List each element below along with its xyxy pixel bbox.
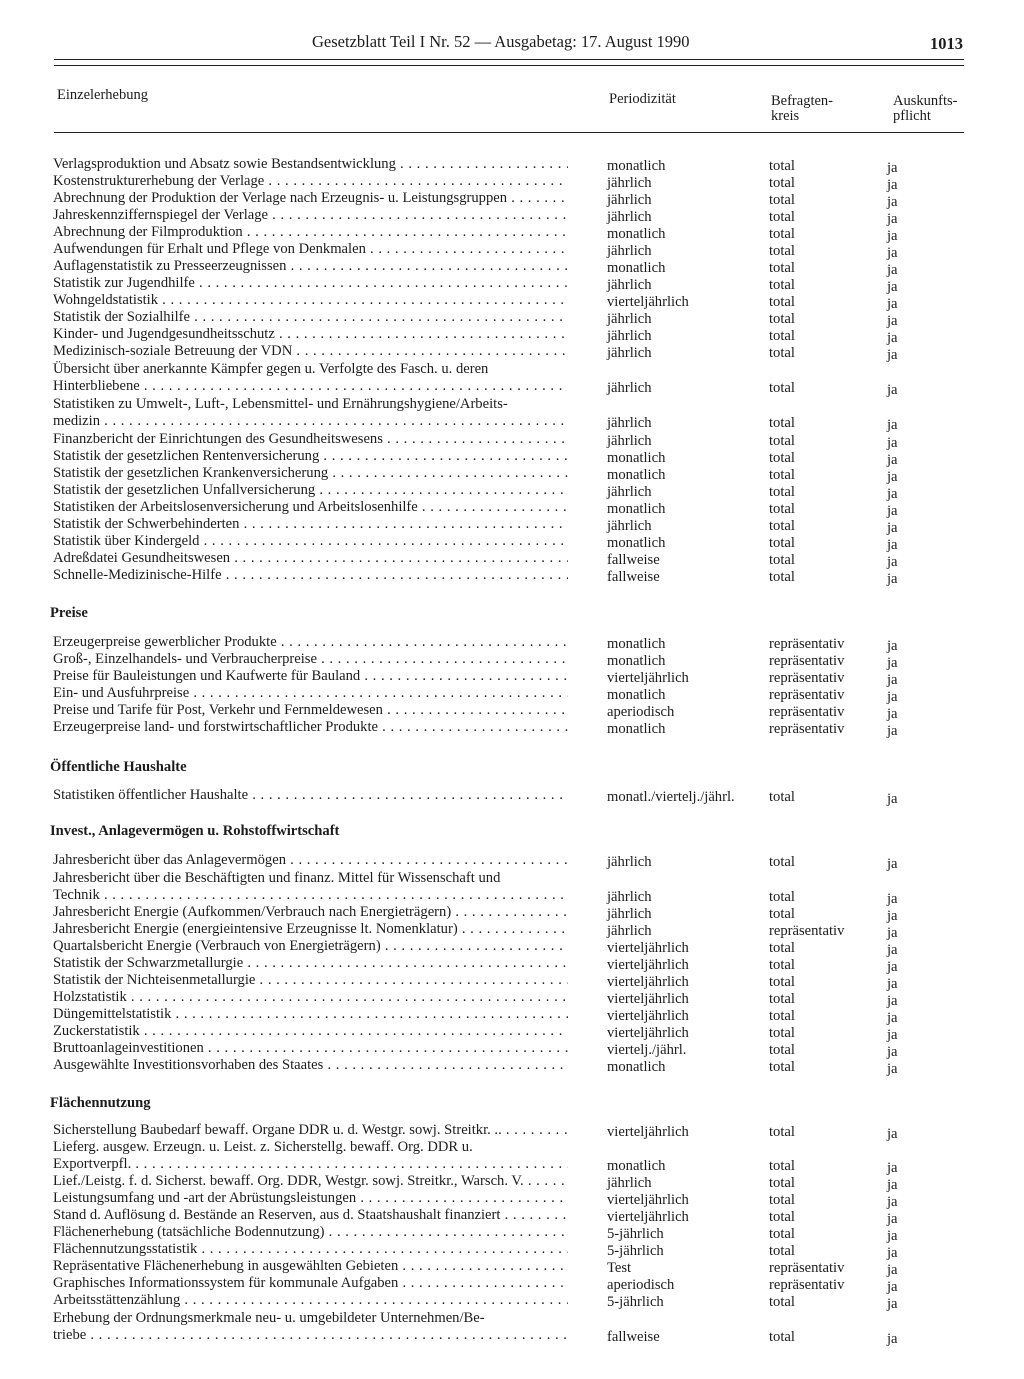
row-obligation: ja (887, 228, 898, 244)
row-item: Statistik zur Jugendhilfe . . . (53, 275, 568, 292)
row-obligation: ja (887, 262, 898, 278)
row-respondents: total (769, 1124, 795, 1140)
row-obligation: ja (887, 194, 898, 210)
row-item-line2: medizin . . . (53, 413, 568, 430)
row-periodicity: jährlich (607, 311, 652, 327)
row-respondents: total (769, 243, 795, 259)
row-item: Jahresbericht Energie (Aufkommen/Verbrauch nach Energieträgern) . . . (53, 904, 568, 921)
row-obligation: ja (887, 891, 898, 907)
row-obligation: ja (887, 435, 898, 451)
row-item: Statistiken der Arbeitslosenversicherung und Arbeitslosenhilfe . . . (53, 499, 568, 516)
row-obligation: ja (887, 723, 898, 739)
row-respondents: total (769, 1175, 795, 1191)
page-header (0, 32, 1024, 56)
row-item: Abrechnung der Filmproduktion . . . (53, 224, 568, 241)
row-obligation: ja (887, 296, 898, 312)
row-obligation: ja (887, 993, 898, 1009)
row-item: Statistik über Kindergeld . . . (53, 533, 568, 550)
row-item-line1: Jahresbericht über die Beschäftigten und finanz. Mittel für Wissenschaft und (53, 870, 501, 886)
row-periodicity: viertelj./jährl. (607, 1042, 687, 1058)
row-item: Erzeugerpreise land- und forstwirtschaftlicher Produkte . . . (53, 719, 568, 736)
row-obligation: ja (887, 1262, 898, 1278)
row-obligation: ja (887, 1211, 898, 1227)
row-respondents: total (769, 569, 795, 585)
row-obligation: ja (887, 1061, 898, 1077)
row-item-line2: Exportverpfl. . . . (53, 1156, 568, 1173)
row-periodicity: fallweise (607, 569, 660, 585)
row-respondents: total (769, 906, 795, 922)
row-periodicity: vierteljährlich (607, 991, 689, 1007)
row-item-line2: Technik . . . (53, 887, 568, 904)
row-respondents: total (769, 518, 795, 534)
row-periodicity: monatl./viertelj./jährl. (607, 789, 735, 805)
row-obligation: ja (887, 571, 898, 587)
row-periodicity: jährlich (607, 415, 652, 431)
row-respondents: total (769, 209, 795, 225)
row-respondents: repräsentativ (769, 704, 845, 720)
row-periodicity: monatlich (607, 260, 666, 276)
row-periodicity: monatlich (607, 687, 666, 703)
row-respondents: total (769, 1008, 795, 1024)
row-periodicity: jährlich (607, 175, 652, 191)
row-item: Stand d. Auflösung d. Bestände an Reserven, aus d. Staatshaushalt finanziert . . . (53, 1207, 568, 1224)
row-respondents: total (769, 957, 795, 973)
col-header-einzelerhebung: Einzelerhebung (57, 87, 148, 103)
row-respondents: total (769, 552, 795, 568)
row-obligation: ja (887, 177, 898, 193)
row-periodicity: jährlich (607, 1175, 652, 1191)
row-periodicity: Test (607, 1260, 632, 1276)
row-respondents: total (769, 991, 795, 1007)
row-obligation: ja (887, 638, 898, 654)
row-respondents: total (769, 1329, 795, 1345)
row-periodicity: vierteljährlich (607, 1025, 689, 1041)
row-respondents: total (769, 450, 795, 466)
row-obligation: ja (887, 245, 898, 261)
row-respondents: total (769, 1294, 795, 1310)
row-respondents: total (769, 294, 795, 310)
row-periodicity: 5-jährlich (607, 1243, 664, 1259)
row-periodicity: fallweise (607, 1329, 660, 1345)
row-respondents: total (769, 345, 795, 361)
row-respondents: total (769, 535, 795, 551)
col-header-befragtenkreis (771, 94, 833, 124)
row-respondents: total (769, 854, 795, 870)
row-periodicity: vierteljährlich (607, 1209, 689, 1225)
col-header-befragtenkreis-line1: Befragten- (771, 93, 833, 109)
row-respondents: total (769, 433, 795, 449)
row-item: Arbeitsstättenzählung . . . (53, 1292, 568, 1309)
row-item: Statistiken öffentlicher Haushalte . . . (53, 787, 568, 804)
row-obligation: ja (887, 417, 898, 433)
row-periodicity: jährlich (607, 433, 652, 449)
row-item: Statistik der gesetzlichen Krankenversicherung . . . (53, 465, 568, 482)
row-item: Medizinisch-soziale Betreuung der VDN . . . (53, 343, 568, 360)
row-item: Jahreskennziffernspiegel der Verlage . . . (53, 207, 568, 224)
row-obligation: ja (887, 1027, 898, 1043)
col-header-befragtenkreis-line2: kreis (771, 108, 800, 124)
row-periodicity: vierteljährlich (607, 974, 689, 990)
row-item: Bruttoanlageinvestitionen . . . (53, 1040, 568, 1057)
row-respondents: total (769, 1059, 795, 1075)
row-item: Ausgewählte Investitionsvorhaben des Staates . . . (53, 1057, 568, 1074)
row-respondents: total (769, 311, 795, 327)
row-respondents: repräsentativ (769, 636, 845, 652)
row-respondents: total (769, 1158, 795, 1174)
row-respondents: repräsentativ (769, 687, 845, 703)
row-item-line1: Übersicht über anerkannte Kämpfer gegen u. Verfolgte des Fasch. u. deren (53, 361, 489, 377)
row-obligation: ja (887, 503, 898, 519)
row-obligation: ja (887, 211, 898, 227)
row-item: Aufwendungen für Erhalt und Pflege von Denkmalen . . . (53, 241, 568, 258)
row-obligation: ja (887, 959, 898, 975)
table-header-rule (54, 132, 964, 133)
row-obligation: ja (887, 1228, 898, 1244)
row-obligation: ja (887, 537, 898, 553)
row-obligation: ja (887, 689, 898, 705)
row-respondents: total (769, 940, 795, 956)
row-item-line1: Statistiken zu Umwelt-, Luft-, Lebensmittel- und Ernährungshygiene/Arbeits- (53, 396, 508, 412)
row-obligation: ja (887, 1296, 898, 1312)
row-respondents: total (769, 889, 795, 905)
row-obligation: ja (887, 1279, 898, 1295)
row-periodicity: 5-jährlich (607, 1294, 664, 1310)
row-respondents: total (769, 192, 795, 208)
row-obligation: ja (887, 942, 898, 958)
page-number: 1013 (930, 34, 963, 53)
row-periodicity: monatlich (607, 226, 666, 242)
row-obligation: ja (887, 655, 898, 671)
row-periodicity: jährlich (607, 277, 652, 293)
row-obligation: ja (887, 1044, 898, 1060)
row-item: Statistik der Sozialhilfe . . . (53, 309, 568, 326)
row-periodicity: jährlich (607, 906, 652, 922)
row-respondents: total (769, 1192, 795, 1208)
row-item: Finanzbericht der Einrichtungen des Gesundheitswesens . . . (53, 431, 568, 448)
row-item: Statistik der Nichteisenmetallurgie . . . (53, 972, 568, 989)
row-respondents: total (769, 974, 795, 990)
row-periodicity: vierteljährlich (607, 940, 689, 956)
row-obligation: ja (887, 925, 898, 941)
header-title: Gesetzblatt Teil I Nr. 52 — Ausgabetag: 17. August 1990 (312, 32, 690, 51)
row-respondents: total (769, 380, 795, 396)
row-periodicity: jährlich (607, 328, 652, 344)
row-periodicity: vierteljährlich (607, 670, 689, 686)
row-item: Verlagsproduktion und Absatz sowie Bestandsentwicklung . . . (53, 156, 568, 173)
row-obligation: ja (887, 1194, 898, 1210)
row-respondents: total (769, 1025, 795, 1041)
row-item-line1: Erhebung der Ordnungsmerkmale neu- u. umgebildeter Unternehmen/Be- (53, 1310, 485, 1326)
row-item: Jahresbericht Energie (energieintensive Erzeugnisse lt. Nomenklatur) . . . (53, 921, 568, 938)
row-periodicity: jährlich (607, 889, 652, 905)
row-obligation: ja (887, 347, 898, 363)
row-item: Repräsentative Flächenerhebung in ausgewählten Gebieten . . . (53, 1258, 568, 1275)
row-periodicity: jährlich (607, 854, 652, 870)
row-obligation: ja (887, 554, 898, 570)
row-item: Preise und Tarife für Post, Verkehr und Fernmeldewesen . . . (53, 702, 568, 719)
row-obligation: ja (887, 1126, 898, 1142)
row-obligation: ja (887, 672, 898, 688)
row-item: Sicherstellung Baubedarf bewaff. Organe DDR u. d. Westgr. sowj. Streitkr. .. . . . (53, 1122, 568, 1139)
row-periodicity: monatlich (607, 721, 666, 737)
row-periodicity: monatlich (607, 158, 666, 174)
row-obligation: ja (887, 330, 898, 346)
row-obligation: ja (887, 791, 898, 807)
row-obligation: ja (887, 1245, 898, 1261)
row-obligation: ja (887, 452, 898, 468)
row-obligation: ja (887, 160, 898, 176)
row-periodicity: aperiodisch (607, 704, 675, 720)
row-item: Kinder- und Jugendgesundheitsschutz . . . (53, 326, 568, 343)
row-periodicity: jährlich (607, 345, 652, 361)
row-respondents: total (769, 328, 795, 344)
row-obligation: ja (887, 279, 898, 295)
row-item: Wohngeldstatistik . . . (53, 292, 568, 309)
row-periodicity: jährlich (607, 192, 652, 208)
row-obligation: ja (887, 1331, 898, 1347)
row-respondents: total (769, 789, 795, 805)
row-obligation: ja (887, 469, 898, 485)
row-item: Ein- und Ausfuhrpreise . . . (53, 685, 568, 702)
row-respondents: total (769, 484, 795, 500)
row-obligation: ja (887, 313, 898, 329)
row-item: Adreßdatei Gesundheitswesen . . . (53, 550, 568, 567)
row-item-line2: Hinterbliebene . . . (53, 378, 568, 395)
row-obligation: ja (887, 486, 898, 502)
row-respondents: total (769, 158, 795, 174)
row-obligation: ja (887, 1177, 898, 1193)
row-periodicity: jährlich (607, 923, 652, 939)
row-respondents: total (769, 1042, 795, 1058)
row-item: Flächenerhebung (tatsächliche Bodennutzung) . . . (53, 1224, 568, 1241)
section-title-haushalte: Öffentliche Haushalte (50, 759, 187, 775)
row-periodicity: 5-jährlich (607, 1226, 664, 1242)
row-item: Jahresbericht über das Anlagevermögen . . . (53, 852, 568, 869)
row-periodicity: vierteljährlich (607, 294, 689, 310)
row-respondents: total (769, 1243, 795, 1259)
row-periodicity: jährlich (607, 209, 652, 225)
row-item: Düngemittelstatistik . . . (53, 1006, 568, 1023)
row-respondents: total (769, 175, 795, 191)
row-item: Auflagenstatistik zu Presseerzeugnissen . . . (53, 258, 568, 275)
section-title-flaechennutzung: Flächennutzung (50, 1095, 151, 1111)
row-item: Quartalsbericht Energie (Verbrauch von Energieträgern) . . . (53, 938, 568, 955)
row-periodicity: monatlich (607, 1059, 666, 1075)
row-item: Statistik der Schwerbehinderten . . . (53, 516, 568, 533)
row-respondents: total (769, 226, 795, 242)
header-rule (54, 59, 964, 60)
col-header-auskunftspflicht (893, 94, 957, 124)
row-obligation: ja (887, 1160, 898, 1176)
row-item: Groß-, Einzelhandels- und Verbraucherpreise . . . (53, 651, 568, 668)
row-respondents: repräsentativ (769, 1277, 845, 1293)
row-item: Zuckerstatistik . . . (53, 1023, 568, 1040)
row-obligation: ja (887, 706, 898, 722)
row-obligation: ja (887, 382, 898, 398)
row-obligation: ja (887, 1010, 898, 1026)
table-top-rule (54, 65, 964, 66)
row-respondents: total (769, 1226, 795, 1242)
row-respondents: repräsentativ (769, 1260, 845, 1276)
row-periodicity: vierteljährlich (607, 1008, 689, 1024)
row-periodicity: jährlich (607, 518, 652, 534)
row-item: Flächennutzungsstatistik . . . (53, 1241, 568, 1258)
row-periodicity: vierteljährlich (607, 957, 689, 973)
row-item: Leistungsumfang und -art der Abrüstungsleistungen . . . (53, 1190, 568, 1207)
row-periodicity: jährlich (607, 484, 652, 500)
row-periodicity: aperiodisch (607, 1277, 675, 1293)
row-obligation: ja (887, 856, 898, 872)
row-periodicity: vierteljährlich (607, 1124, 689, 1140)
row-item-line1: Lieferg. ausgew. Erzeugn. u. Leist. z. Sicherstellg. bewaff. Org. DDR u. (53, 1139, 473, 1155)
row-obligation: ja (887, 908, 898, 924)
row-item: Statistik der gesetzlichen Rentenversicherung . . . (53, 448, 568, 465)
row-item: Statistik der Schwarzmetallurgie . . . (53, 955, 568, 972)
row-periodicity: monatlich (607, 467, 666, 483)
row-periodicity: jährlich (607, 243, 652, 259)
row-periodicity: monatlich (607, 450, 666, 466)
row-respondents: repräsentativ (769, 653, 845, 669)
row-respondents: total (769, 467, 795, 483)
col-header-auskunftspflicht-line2: pflicht (893, 108, 931, 124)
row-item: Kostenstrukturerhebung der Verlage . . . (53, 173, 568, 190)
row-periodicity: monatlich (607, 1158, 666, 1174)
row-item: Preise für Bauleistungen und Kaufwerte für Bauland . . . (53, 668, 568, 685)
row-respondents: total (769, 1209, 795, 1225)
row-item: Erzeugerpreise gewerblicher Produkte . . . (53, 634, 568, 651)
row-periodicity: vierteljährlich (607, 1192, 689, 1208)
row-obligation: ja (887, 976, 898, 992)
row-periodicity: monatlich (607, 653, 666, 669)
row-respondents: total (769, 277, 795, 293)
row-item-line2: triebe . . . (53, 1327, 568, 1344)
row-item: Schnelle-Medizinische-Hilfe . . . (53, 567, 568, 584)
row-respondents: total (769, 260, 795, 276)
row-periodicity: monatlich (607, 501, 666, 517)
section-title-preise: Preise (50, 605, 88, 621)
row-periodicity: monatlich (607, 535, 666, 551)
row-periodicity: fallweise (607, 552, 660, 568)
col-header-periodizitaet: Periodizität (609, 91, 676, 107)
row-periodicity: monatlich (607, 636, 666, 652)
row-respondents: repräsentativ (769, 923, 845, 939)
row-obligation: ja (887, 520, 898, 536)
row-respondents: total (769, 415, 795, 431)
row-item: Abrechnung der Produktion der Verlage nach Erzeugnis- u. Leistungsgruppen . . . (53, 190, 568, 207)
row-item: Graphisches Informationssystem für kommunale Aufgaben . . . (53, 1275, 568, 1292)
row-respondents: repräsentativ (769, 721, 845, 737)
col-header-auskunftspflicht-line1: Auskunfts- (893, 93, 958, 109)
row-respondents: repräsentativ (769, 670, 845, 686)
section-title-invest: Invest., Anlagevermögen u. Rohstoffwirtschaft (50, 823, 340, 839)
row-item: Lief./Leistg. f. d. Sicherst. bewaff. Org. DDR, Westgr. sowj. Streitkr., Warsch. V. . . . (53, 1173, 568, 1190)
row-item: Statistik der gesetzlichen Unfallversicherung . . . (53, 482, 568, 499)
row-item: Holzstatistik . . . (53, 989, 568, 1006)
row-periodicity: jährlich (607, 380, 652, 396)
row-respondents: total (769, 501, 795, 517)
